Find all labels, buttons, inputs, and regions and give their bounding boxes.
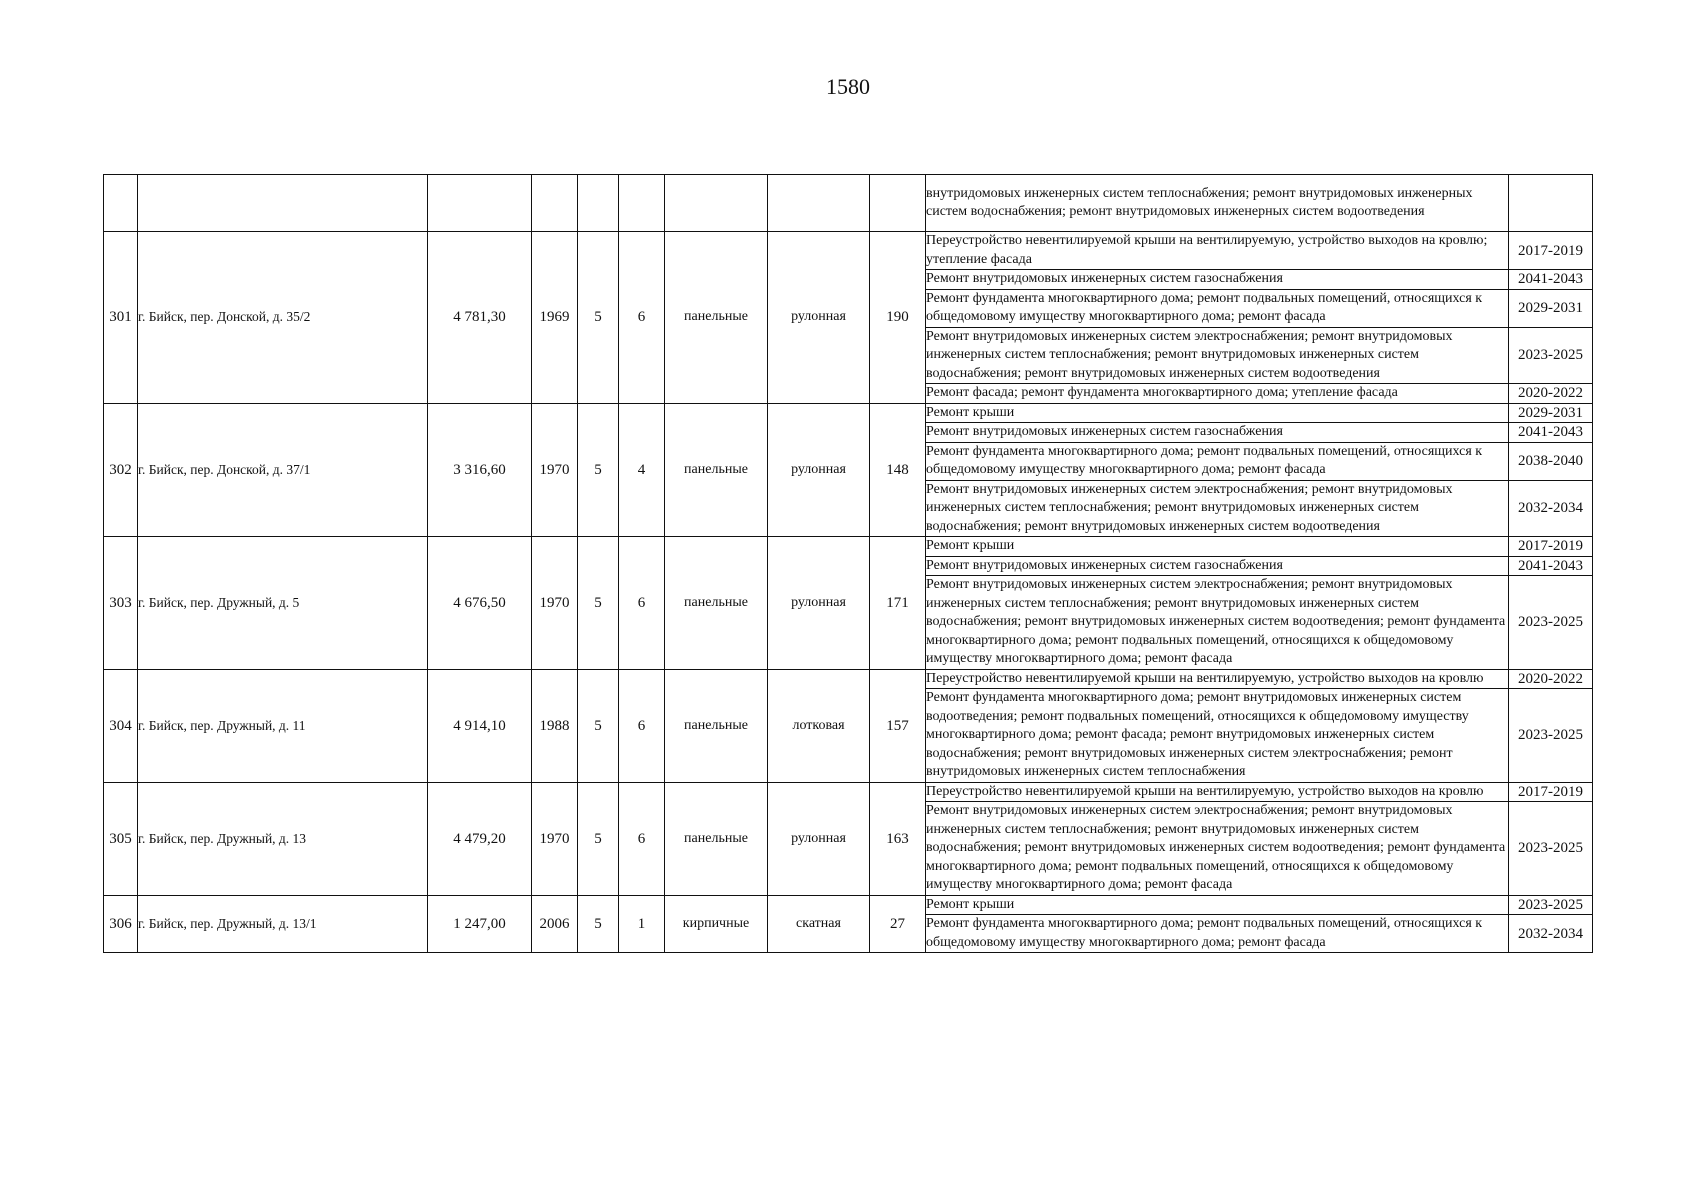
roof-type: скатная bbox=[768, 895, 870, 953]
work-period: 2038-2040 bbox=[1509, 442, 1593, 480]
row-number: 303 bbox=[104, 537, 138, 670]
carryover-blank bbox=[428, 175, 532, 232]
work-period: 2023-2025 bbox=[1509, 327, 1593, 384]
work-period: 2041-2043 bbox=[1509, 556, 1593, 576]
build-year: 1988 bbox=[532, 669, 578, 782]
page-number: 1580 bbox=[826, 74, 870, 99]
roof-type: лотковая bbox=[768, 669, 870, 782]
build-year: 1970 bbox=[532, 782, 578, 895]
work-period: 2032-2034 bbox=[1509, 915, 1593, 953]
carryover-blank bbox=[138, 175, 428, 232]
row-number: 306 bbox=[104, 895, 138, 953]
table-row bbox=[104, 669, 1593, 689]
floor-count: 5 bbox=[578, 895, 619, 953]
work-description: Ремонт фундамента многоквартирного дома; ремонт подвальных помещений, относящихся к общедомовому имуществу многоквартирного дома; ремонт фасада bbox=[926, 915, 1509, 953]
build-year: 1970 bbox=[532, 403, 578, 537]
work-period: 2032-2034 bbox=[1509, 480, 1593, 537]
carryover-blank bbox=[104, 175, 138, 232]
table-row bbox=[104, 403, 1593, 423]
work-description: Ремонт фундамента многоквартирного дома; ремонт подвальных помещений, относящихся к общедомовому имуществу многоквартирного дома; ремонт фасада bbox=[926, 289, 1509, 327]
row-number: 301 bbox=[104, 232, 138, 404]
work-period: 2041-2043 bbox=[1509, 423, 1593, 443]
carryover-blank bbox=[532, 175, 578, 232]
wall-material: кирпичные bbox=[665, 895, 768, 953]
roof-type: рулонная bbox=[768, 403, 870, 537]
carryover-blank bbox=[665, 175, 768, 232]
table-row bbox=[104, 537, 1593, 557]
work-description: Переустройство невентилируемой крыши на вентилируемую, устройство выходов на кровлю; утепление фасада bbox=[926, 232, 1509, 270]
work-description: Ремонт фундамента многоквартирного дома; ремонт подвальных помещений, относящихся к общедомовому имуществу многоквартирного дома; ремонт фасада bbox=[926, 442, 1509, 480]
row-number: 305 bbox=[104, 782, 138, 895]
entrance-count: 6 bbox=[619, 782, 665, 895]
work-period: 2023-2025 bbox=[1509, 576, 1593, 670]
work-description: Ремонт внутридомовых инженерных систем электроснабжения; ремонт внутридомовых инженерных систем теплоснабжения; ремонт внутридомовых инженерных систем водоснабжения; ремонт внутридомовых инженерных систем водоотведения; ремонт фундамента многоквартирного дома; ремонт подвальных помещений, относящихся к общедомовому имуществу многоквартирного дома; ремонт фасада bbox=[926, 802, 1509, 896]
carryover-blank bbox=[619, 175, 665, 232]
work-period: 2023-2025 bbox=[1509, 895, 1593, 915]
carryover-blank bbox=[578, 175, 619, 232]
entrance-count: 6 bbox=[619, 232, 665, 404]
carryover-works: внутридомовых инженерных систем теплоснабжения; ремонт внутридомовых инженерных систем водоснабжения; ремонт внутридомовых инженерных систем водоотведения bbox=[926, 175, 1509, 232]
floor-count: 5 bbox=[578, 232, 619, 404]
work-description: Ремонт внутридомовых инженерных систем газоснабжения bbox=[926, 423, 1509, 443]
work-description: Ремонт внутридомовых инженерных систем электроснабжения; ремонт внутридомовых инженерных систем теплоснабжения; ремонт внутридомовых инженерных систем водоснабжения; ремонт внутридомовых инженерных систем водоотведения bbox=[926, 480, 1509, 537]
building-address: г. Бийск, пер. Дружный, д. 11 bbox=[138, 669, 428, 782]
entrance-count: 4 bbox=[619, 403, 665, 537]
work-period: 2023-2025 bbox=[1509, 689, 1593, 783]
entrance-count: 6 bbox=[619, 669, 665, 782]
build-year: 2006 bbox=[532, 895, 578, 953]
total-area: 4 676,50 bbox=[428, 537, 532, 670]
total-area: 4 479,20 bbox=[428, 782, 532, 895]
resident-count: 148 bbox=[870, 403, 926, 537]
resident-count: 171 bbox=[870, 537, 926, 670]
build-year: 1969 bbox=[532, 232, 578, 404]
work-description: Переустройство невентилируемой крыши на вентилируемую, устройство выходов на кровлю bbox=[926, 669, 1509, 689]
table-row bbox=[104, 782, 1593, 802]
table-row bbox=[104, 895, 1593, 915]
wall-material: панельные bbox=[665, 537, 768, 670]
wall-material: панельные bbox=[665, 232, 768, 404]
carryover-period bbox=[1509, 175, 1593, 232]
work-period: 2023-2025 bbox=[1509, 802, 1593, 896]
wall-material: панельные bbox=[665, 669, 768, 782]
total-area: 1 247,00 bbox=[428, 895, 532, 953]
roof-type: рулонная bbox=[768, 782, 870, 895]
row-number: 302 bbox=[104, 403, 138, 537]
resident-count: 190 bbox=[870, 232, 926, 404]
work-description: Ремонт крыши bbox=[926, 403, 1509, 423]
floor-count: 5 bbox=[578, 669, 619, 782]
work-period: 2041-2043 bbox=[1509, 270, 1593, 290]
total-area: 3 316,60 bbox=[428, 403, 532, 537]
building-address: г. Бийск, пер. Дружный, д. 5 bbox=[138, 537, 428, 670]
work-period: 2017-2019 bbox=[1509, 232, 1593, 270]
housing-repair-table bbox=[103, 174, 1593, 953]
carryover-row bbox=[104, 175, 1593, 232]
table-body bbox=[104, 175, 1593, 953]
row-number: 304 bbox=[104, 669, 138, 782]
building-address: г. Бийск, пер. Донской, д. 35/2 bbox=[138, 232, 428, 404]
work-description: Ремонт фасада; ремонт фундамента многоквартирного дома; утепление фасада bbox=[926, 384, 1509, 404]
floor-count: 5 bbox=[578, 782, 619, 895]
build-year: 1970 bbox=[532, 537, 578, 670]
work-description: Ремонт фундамента многоквартирного дома; ремонт внутридомовых инженерных систем водоотведения; ремонт подвальных помещений, относящихся к общедомовому имуществу многоквартирного дома; ремонт фасада; ремонт внутридомовых инженерных систем водоснабжения; ремонт внутридомовых инженерных систем электроснабжения; ремонт внутридомовых инженерных систем теплоснабжения bbox=[926, 689, 1509, 783]
resident-count: 27 bbox=[870, 895, 926, 953]
resident-count: 157 bbox=[870, 669, 926, 782]
work-description: Ремонт внутридомовых инженерных систем электроснабжения; ремонт внутридомовых инженерных систем теплоснабжения; ремонт внутридомовых инженерных систем водоснабжения; ремонт внутридомовых инженерных систем водоотведения; ремонт фундамента многоквартирного дома; ремонт подвальных помещений, относящихся к общедомовому имуществу многоквартирного дома; ремонт фасада bbox=[926, 576, 1509, 670]
work-period: 2029-2031 bbox=[1509, 403, 1593, 423]
total-area: 4 914,10 bbox=[428, 669, 532, 782]
work-period: 2017-2019 bbox=[1509, 537, 1593, 557]
wall-material: панельные bbox=[665, 782, 768, 895]
work-period: 2020-2022 bbox=[1509, 384, 1593, 404]
wall-material: панельные bbox=[665, 403, 768, 537]
resident-count: 163 bbox=[870, 782, 926, 895]
roof-type: рулонная bbox=[768, 537, 870, 670]
work-period: 2017-2019 bbox=[1509, 782, 1593, 802]
work-description: Ремонт крыши bbox=[926, 895, 1509, 915]
work-period: 2020-2022 bbox=[1509, 669, 1593, 689]
carryover-blank bbox=[768, 175, 870, 232]
work-description: Ремонт внутридомовых инженерных систем газоснабжения bbox=[926, 270, 1509, 290]
work-period: 2029-2031 bbox=[1509, 289, 1593, 327]
roof-type: рулонная bbox=[768, 232, 870, 404]
work-description: Ремонт внутридомовых инженерных систем газоснабжения bbox=[926, 556, 1509, 576]
floor-count: 5 bbox=[578, 537, 619, 670]
building-address: г. Бийск, пер. Донской, д. 37/1 bbox=[138, 403, 428, 537]
total-area: 4 781,30 bbox=[428, 232, 532, 404]
table-row bbox=[104, 232, 1593, 270]
floor-count: 5 bbox=[578, 403, 619, 537]
entrance-count: 6 bbox=[619, 537, 665, 670]
building-address: г. Бийск, пер. Дружный, д. 13 bbox=[138, 782, 428, 895]
work-description: Переустройство невентилируемой крыши на вентилируемую, устройство выходов на кровлю bbox=[926, 782, 1509, 802]
work-description: Ремонт крыши bbox=[926, 537, 1509, 557]
work-description: Ремонт внутридомовых инженерных систем электроснабжения; ремонт внутридомовых инженерных систем теплоснабжения; ремонт внутридомовых инженерных систем водоснабжения; ремонт внутридомовых инженерных систем водоотведения bbox=[926, 327, 1509, 384]
building-address: г. Бийск, пер. Дружный, д. 13/1 bbox=[138, 895, 428, 953]
entrance-count: 1 bbox=[619, 895, 665, 953]
carryover-blank bbox=[870, 175, 926, 232]
